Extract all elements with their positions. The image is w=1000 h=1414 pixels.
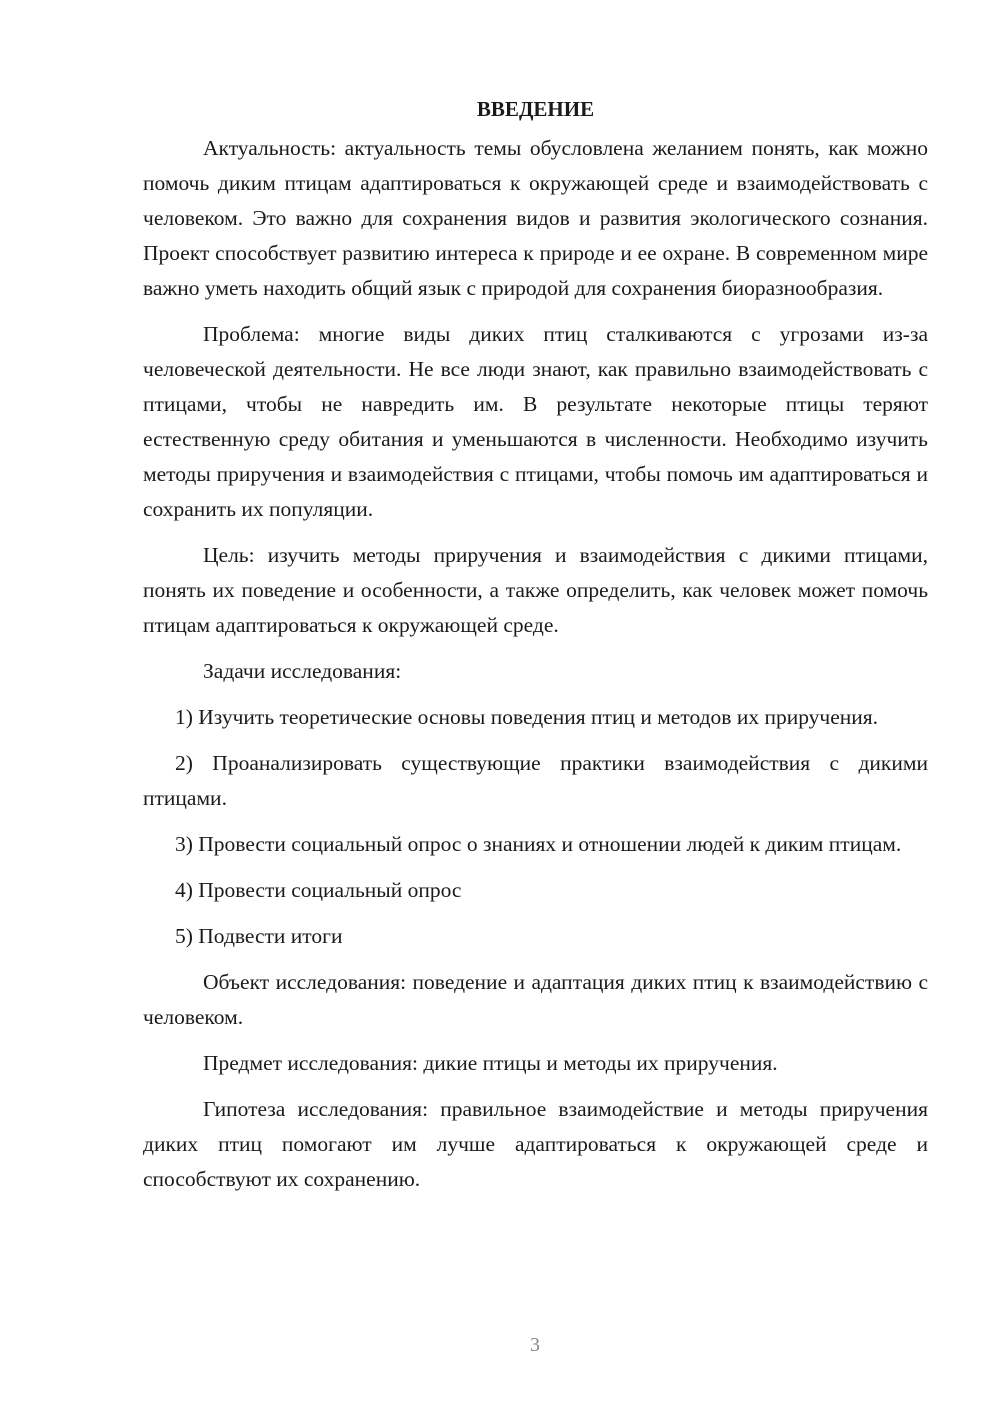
page-title: ВВЕДЕНИЕ [476,97,595,121]
goal-paragraph: Цель: изучить методы приручения и взаимодействия с дикими птицами, понять их поведение и особенности, а также определить, как человек может помочь птицам адаптироваться к окружающей среде. [143,543,928,637]
hypothesis-paragraph: Гипотеза исследования: правильное взаимодействие и методы приручения диких птиц помогают им лучше адаптироваться к окружающей среде и способствуют их сохранению. [143,1097,928,1191]
task-item: 5) Подвести итоги [175,924,343,948]
document-page [143,92,928,1197]
relevance-paragraph: Актуальность: актуальность темы обусловлена желанием понять, как можно помочь диким птицам адаптироваться к окружающей среде и взаимодействовать с человеком. Это важно для сохранения видов и развития экологического сознания. Проект способствует развитию интереса к природе и ее охране. В современном мире важно уметь находить общий язык с природой для сохранения биоразнообразия. [143,136,928,300]
subject-paragraph: Предмет исследования: дикие птицы и методы их приручения. [203,1051,778,1075]
problem-paragraph: Проблема: многие виды диких птиц сталкиваются с угрозами из-за человеческой деятельности. Не все люди знают, как правильно взаимодействовать с птицами, чтобы не навредить им. В результате некоторые птицы теряют естественную среду обитания и уменьшаются в численности. Необходимо изучить методы приручения и взаимодействия с птицами, чтобы помочь им адаптироваться и сохранить их популяции. [143,322,928,521]
task-item: 3) Провести социальный опрос о знаниях и отношении людей к диким птицам. [175,832,902,856]
object-paragraph: Объект исследования: поведение и адаптация диких птиц к взаимодействию с человеком. [143,970,928,1029]
task-item: 2) Проанализировать существующие практики взаимодействия с дикими птицами. [143,751,928,810]
tasks-heading: Задачи исследования: [203,659,402,683]
task-item: 4) Провести социальный опрос [175,878,462,902]
page-number: 3 [530,1334,540,1356]
task-item: 1) Изучить теоретические основы поведения птиц и методов их приручения. [175,705,879,729]
